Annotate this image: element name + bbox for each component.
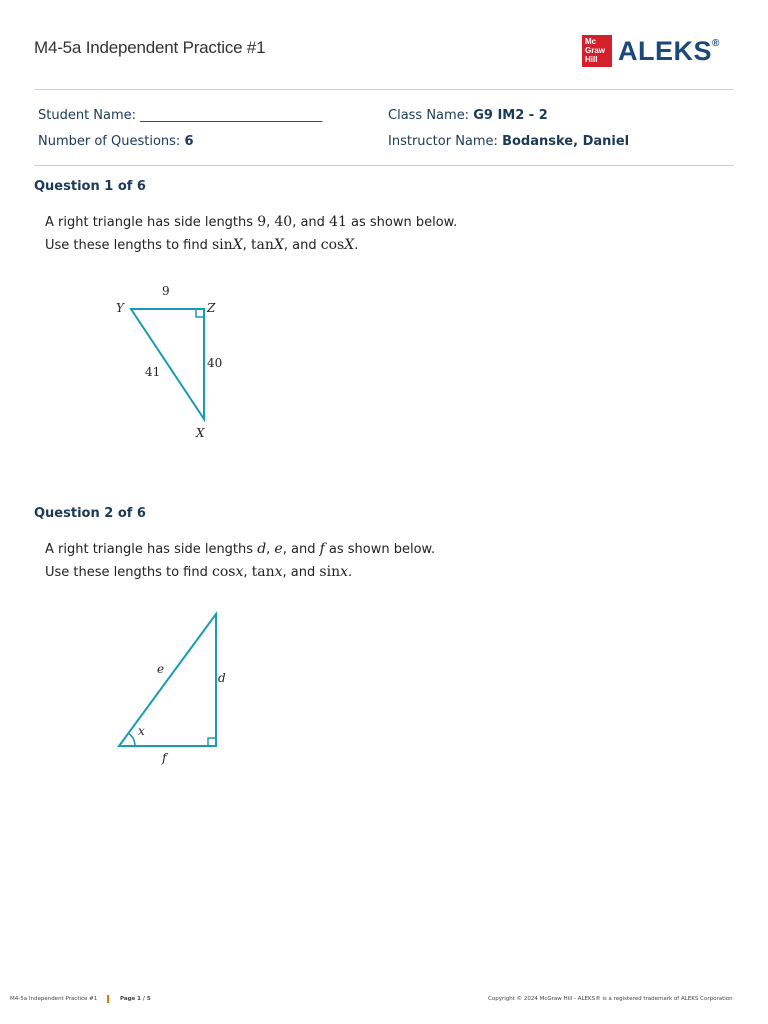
footer-copyright: Copyright © 2024 McGraw Hill - ALEKS® is a registered trademark of ALEKS Corporation bbox=[488, 996, 733, 1002]
header-divider bbox=[34, 89, 734, 90]
triangle-def bbox=[119, 614, 216, 746]
class-name-row: Class Name: G9 IM2 - 2 bbox=[388, 108, 548, 123]
angle-x-arc bbox=[129, 733, 136, 746]
number-of-questions-row: Number of Questions: 6 bbox=[38, 134, 194, 149]
right-angle-mark bbox=[208, 738, 216, 746]
footer-page-number: Page 1 / 5 bbox=[120, 996, 151, 1002]
mcgraw-hill-logo-box: Mc Graw Hill bbox=[582, 35, 612, 67]
mcgraw-hill-aleks-logo bbox=[582, 35, 720, 67]
angle-label-x: x bbox=[138, 724, 145, 738]
triangle-xyz bbox=[131, 309, 204, 419]
vertex-label-z: Z bbox=[207, 301, 216, 315]
number-of-questions-value: 6 bbox=[184, 134, 194, 149]
instructor-name-row: Instructor Name: Bodanske, Daniel bbox=[388, 134, 630, 149]
aleks-logo-text: ALEKS® bbox=[618, 35, 720, 66]
instructor-name-value: Bodanske, Daniel bbox=[502, 134, 630, 149]
student-name-blank: ____________________________ bbox=[140, 108, 323, 123]
question-2-text: A right triangle has side lengths d, e, and f as shown below. Use these lengths to find cosx, tanx, and sinx. bbox=[45, 541, 436, 580]
student-name-row: Student Name: ____________________________ bbox=[38, 108, 323, 123]
side-label-41: 41 bbox=[145, 365, 161, 379]
side-label-e: e bbox=[157, 662, 165, 676]
question-1-text: A right triangle has side lengths 9, 40, and 41 as shown below. Use these lengths to find sinX, tanX, and cosX. bbox=[45, 214, 458, 253]
right-angle-mark bbox=[196, 309, 204, 317]
question-1-triangle-figure bbox=[100, 280, 240, 445]
question-1-heading: Question 1 of 6 bbox=[34, 179, 146, 194]
footer-document-title: M4-5a Independent Practice #1 bbox=[10, 996, 98, 1002]
vertex-label-y: Y bbox=[116, 301, 124, 315]
question-2-triangle-figure bbox=[100, 600, 240, 775]
side-label-9: 9 bbox=[162, 284, 170, 298]
footer-separator bbox=[107, 995, 109, 1003]
page-title: M4-5a Independent Practice #1 bbox=[34, 38, 266, 57]
side-label-d: d bbox=[218, 671, 226, 685]
side-label-40: 40 bbox=[207, 356, 223, 370]
side-label-f: f bbox=[162, 751, 167, 765]
vertex-label-x: X bbox=[196, 426, 205, 440]
question-2-heading: Question 2 of 6 bbox=[34, 506, 146, 521]
class-name-value: G9 IM2 - 2 bbox=[473, 108, 548, 123]
meta-divider bbox=[34, 165, 734, 166]
